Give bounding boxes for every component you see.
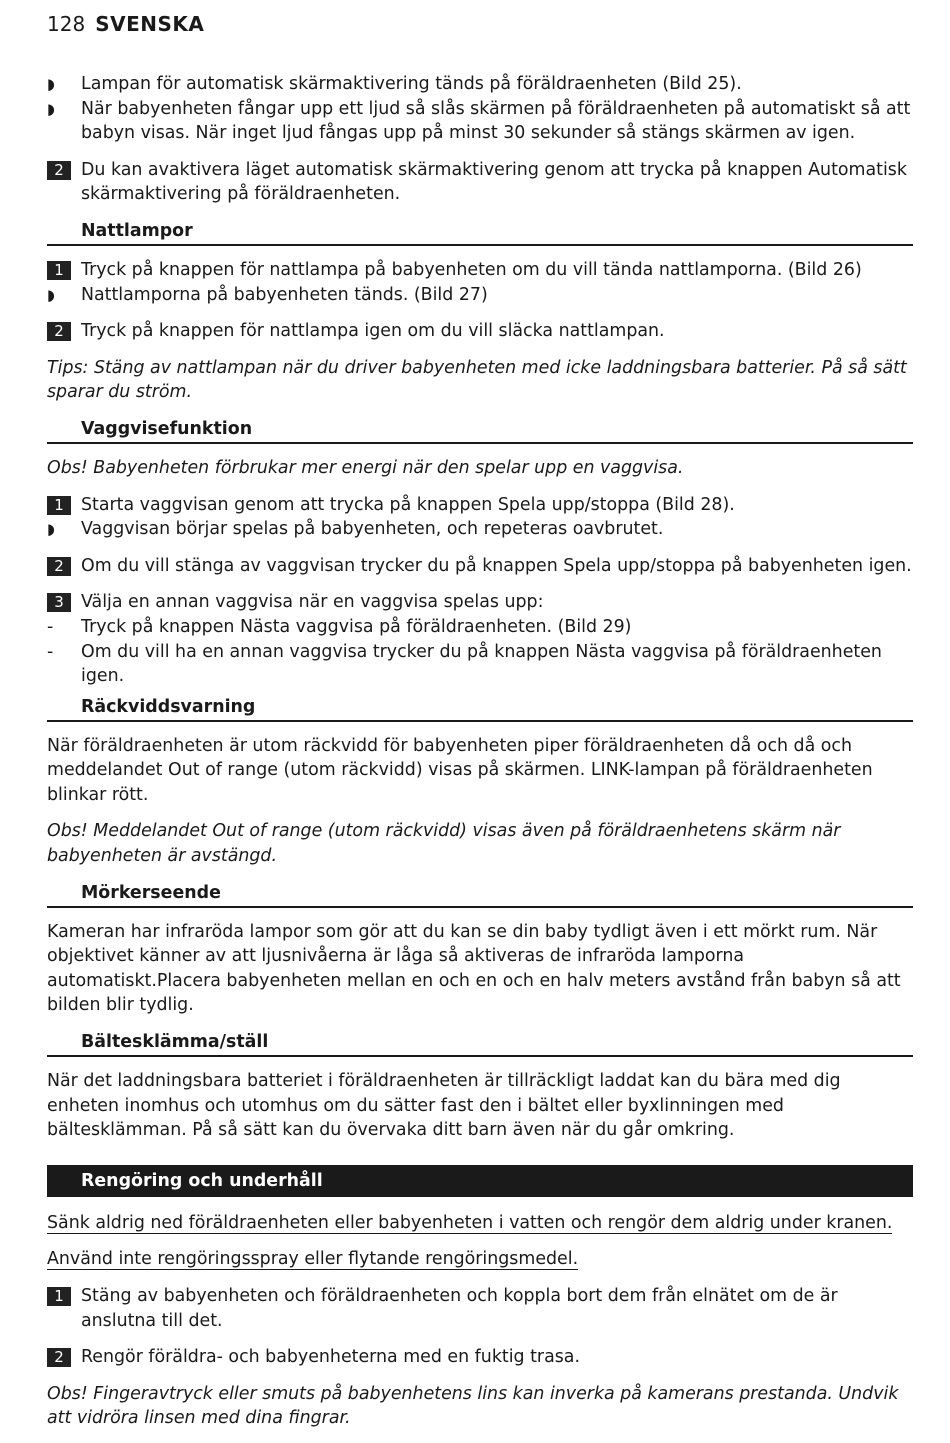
step-number: 1 (47, 1287, 71, 1306)
bullet-text: Vaggvisan börjar spelas på babyenheten, och repeteras oavbrutet. (81, 519, 664, 540)
language-title: SVENSKA (95, 12, 205, 36)
step-item (47, 554, 913, 579)
step-item (47, 1345, 913, 1370)
bullet-icon (47, 72, 65, 98)
step-number: 1 (47, 261, 71, 280)
step-text: Starta vaggvisan genom att trycka på knappen Spela upp/stoppa (Bild 28). (81, 494, 735, 515)
note-text: Obs! Babyenheten förbrukar mer energi när den spelar upp en vaggvisa. (47, 457, 684, 478)
step-number: 3 (47, 593, 71, 612)
dash-marker: - (47, 616, 54, 637)
section-heading-rackvidd: Räckviddsvarning (47, 695, 913, 722)
bullet-item (47, 283, 913, 308)
bullet-item (47, 72, 913, 97)
body-paragraph: När det laddningsbara batteriet i föräldraenheten är tillräckligt laddat kan du bära med dig enheten inomhus och utomhus om du sätter fast den i bältet eller byxlinningen med bältesklämman. På så sätt kan du övervaka ditt barn även när du går omkring. (47, 1071, 841, 1141)
step-text: Rengör föräldra- och babyenheterna med en fuktig trasa. (81, 1347, 580, 1368)
bullet-item (47, 97, 913, 146)
step-text: Tryck på knappen för nattlampa igen om du vill släcka nattlampan. (81, 321, 665, 342)
bullet-icon (47, 97, 65, 123)
step-text: Du kan avaktivera läget automatisk skärmaktivering genom att trycka på knappen Automatisk skärmaktivering på föräldraenheten. (81, 159, 907, 205)
dash-text: Om du vill ha en annan vaggvisa trycker du på knappen Nästa vaggvisa på föräldraenheten igen. (81, 641, 882, 687)
step-number: 1 (47, 496, 71, 515)
step-text: Tryck på knappen för nattlampa på babyenheten om du vill tända nattlamporna. (Bild 26) (81, 259, 862, 280)
step-text: Stäng av babyenheten och föräldraenheten och koppla bort dem från elnätet om de är anslutna till det. (81, 1286, 838, 1331)
step-text: Om du vill stänga av vaggvisan trycker du på knappen Spela upp/stoppa på babyenheten igen. (81, 555, 912, 576)
step-item (47, 158, 913, 207)
body-paragraph: När föräldraenheten är utom räckvidd för babyenheten piper föräldraenheten då och då och meddelandet Out of range (utom räckvidd) visas på skärmen. LINK-lampan på föräldraenheten blinkar rött. (47, 735, 873, 805)
step-text: Välja en annan vaggvisa när en vaggvisa spelas upp: (81, 592, 544, 613)
step-number: 2 (47, 322, 71, 341)
section-heading-balte: Bältesklämma/ställ (47, 1030, 913, 1057)
note-text: Obs! Meddelandet Out of range (utom räckvidd) visas även på föräldraenhetens skärm när babyenheten är avstängd. (47, 821, 841, 867)
bullet-text: Lampan för automatisk skärmaktivering tänds på föräldraenheten (Bild 25). (81, 74, 742, 94)
bullet-item (47, 517, 913, 542)
step-item (47, 1284, 913, 1333)
page-header (47, 10, 204, 38)
step-number: 2 (47, 1348, 71, 1367)
step-number: 2 (47, 557, 71, 576)
dash-item (47, 640, 913, 689)
step-number: 2 (47, 161, 71, 180)
warning-text: Sänk aldrig ned föräldraenheten eller babyenheten i vatten och rengör dem aldrig under kranen. (47, 1212, 893, 1233)
section-heading-vaggvise: Vaggvisefunktion (47, 417, 913, 444)
section-heading-nattlampor: Nattlampor (47, 219, 913, 246)
bullet-icon (47, 283, 65, 309)
dash-text: Tryck på knappen Nästa vaggvisa på föräldraenheten. (Bild 29) (81, 616, 632, 637)
dash-marker: - (47, 641, 54, 662)
step-item (47, 319, 913, 344)
step-item (47, 258, 913, 283)
bullet-icon (47, 517, 65, 543)
step-item (47, 493, 913, 518)
dash-item (47, 615, 913, 640)
warning-text: Använd inte rengöringsspray eller flytande rengöringsmedel. (47, 1249, 579, 1270)
page-number: 128 (47, 12, 86, 36)
bullet-text: När babyenheten fångar upp ett ljud så slås skärmen på föräldraenheten på automatiskt så att babyn visas. När inget ljud fångas upp på minst 30 sekunder så stängs skärmen av igen. (81, 98, 911, 144)
section-bar-rengoring: Rengöring och underhåll (47, 1165, 913, 1197)
step-item (47, 590, 913, 615)
body-paragraph: Kameran har infraröda lampor som gör att du kan se din baby tydligt även i ett mörkt rum. När objektivet känner av att ljusnivåerna är låga så aktiveras de infraröda lamporna automatiskt.Placera babyenheten mellan en och en och en halv meters avstånd från babyn så att bilden blir tydlig. (47, 921, 901, 1016)
page-content (47, 72, 913, 1443)
section-heading-morker: Mörkerseende (47, 881, 913, 908)
tip-text: Tips: Stäng av nattlampan när du driver babyenheten med icke laddningsbara batterier. På så sätt sparar du ström. (47, 357, 907, 403)
note-text: Obs! Fingeravtryck eller smuts på babyenhetens lins kan inverka på kamerans prestanda. Undvik att vidröra linsen med dina fingrar. (47, 1383, 899, 1429)
bullet-text: Nattlamporna på babyenheten tänds. (Bild 27) (81, 284, 488, 305)
